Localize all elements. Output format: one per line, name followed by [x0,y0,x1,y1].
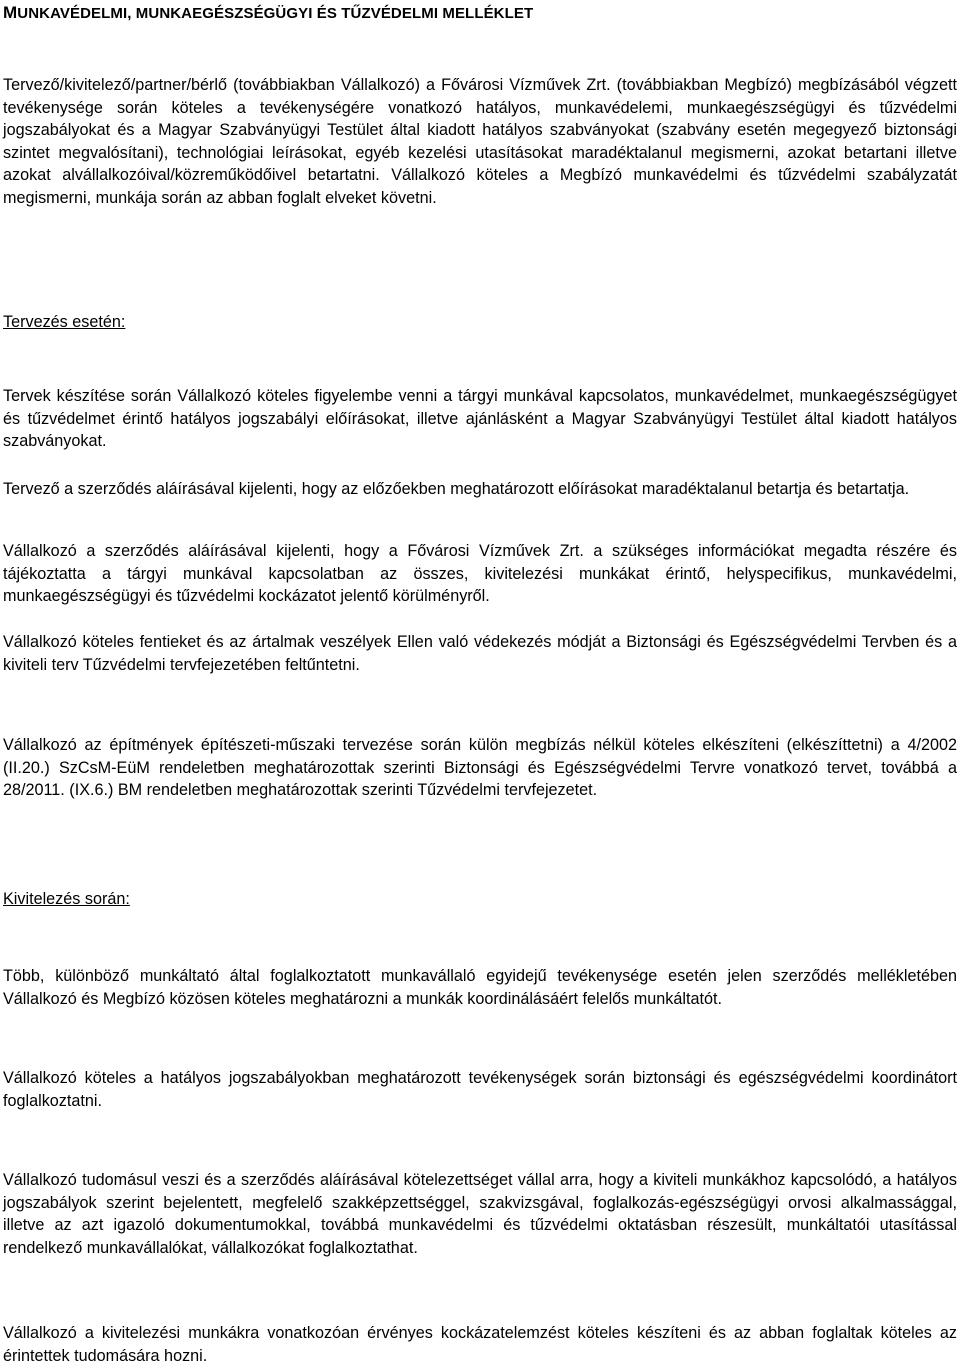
execution-paragraph-1: Több, különböző munkáltató által foglalkoztatott munkavállaló egyidejű tevékenysége esetén jelen szerződés mellékletében Vállalkozó és Megbízó közösen köteles meghatározni a munkák koordinálásáért felelős munkáltatót. [3,967,957,1008]
execution-paragraph-4: Vállalkozó a kivitelezési munkákra vonatkozóan érvényes kockázatelemzést köteles készíteni és az abban foglaltak köteles az érintettek tudomására hozni. [3,1324,957,1365]
execution-paragraph-3: Vállalkozó tudomásul veszi és a szerződés aláírásával kötelezettséget vállal arra, hogy a kiviteli munkákhoz kapcsolódó, a hatályos jogszabályok szerint bejelentett, megfelelő szakképzettséggel, szakvizsgával, foglalkozás-egészségügyi orvosi alkalmassággal, illetve az azt igazoló dokumentumokkal, továbbá munkavédelmi és tűzvédelmi oktatásban részesült, munkáltatói utasítással rendelkező munkavállalókat, vállalkozókat foglalkoztathat. [3,1171,957,1257]
title-rest: UNKAVÉDELMI, MUNKAEGÉSZSÉGÜGYI ÉS TŰZVÉDELMI MELLÉKLET [17,5,534,22]
intro-paragraph: Tervező/kivitelező/partner/bérlő (továbbiakban Vállalkozó) a Fővárosi Vízművek Zrt. (továbbiakban Megbízó) megbízásából végzett tevékenysége során köteles a tevékenységére vonatkozó hatályos, munkavédelemi, munkaegészségügyi és tűzvédelmi jogszabályokat és a Magyar Szabványügyi Testület által kiadott hatályos szabványokat (szabvány esetén megegyező biztonsági szintet megvalósítani), technológiai leírásokat, egyéb kezelési utasításokat maradéktalanul megismerni, azokat betartani illetve azokat alvállalkozóival/közreműködőivel betartatni. Vállalkozó köteles a Megbízó munkavédelmi és tűzvédelmi szabályzatát megismerni, munkája során az abban foglalt elveket követni. [3,76,957,207]
design-paragraph-5: Vállalkozó az építmények építészeti-műszaki tervezése során külön megbízás nélkül köteles elkészíteni (elkészíttetni) a 4/2002 (II.20.) SzCsM-EüM rendeletben meghatározottak szerinti Biztonsági és Egészségvédelmi Tervre vonatkozó tervet, továbbá a 28/2011. (IX.6.) BM rendeletben meghatározottak szerinti Tűzvédelmi tervfejezetet. [3,736,957,800]
design-paragraph-1: Tervek készítése során Vállalkozó köteles figyelembe venni a tárgyi munkával kapcsolatos, munkavédelmet, munkaegészségügyet és tűzvédelmet érintő hatályos jogszabályi előírásokat, illetve ajánlásként a Magyar Szabványügyi Testület által kiadott hatályos szabványokat. [3,387,957,451]
execution-paragraph-2: Vállalkozó köteles a hatályos jogszabályokban meghatározott tevékenységek során biztonsági és egészségvédelmi koordinátort foglalkoztatni. [3,1069,957,1110]
design-paragraph-3: Vállalkozó a szerződés aláírásával kijelenti, hogy a Fővárosi Vízművek Zrt. a szükséges információkat megadta részére és tájékoztatta a tárgyi munkával kapcsolatban az összes, kivitelezési munkákat érintő, helyspecifikus, munkavédelmi, munkaegészségügyi és tűzvédelmi kockázatot jelentő körülményről. [3,542,957,606]
design-paragraph-4: Vállalkozó köteles fentieket és az ártalmak veszélyek Ellen való védekezés módját a Biztonsági és Egészségvédelmi Tervben és a kiviteli terv Tűzvédelmi tervfejezetében feltűntetni. [3,633,957,674]
execution-section-heading: Kivitelezés során: [3,890,130,908]
design-section-heading: Tervezés esetén: [3,313,126,331]
document-title [3,2,533,25]
title-first-letter: M [3,3,18,22]
design-paragraph-2: Tervező a szerződés aláírásával kijelenti, hogy az előzőekben meghatározott előírásokat maradéktalanul betartja és betartatja. [3,480,910,498]
